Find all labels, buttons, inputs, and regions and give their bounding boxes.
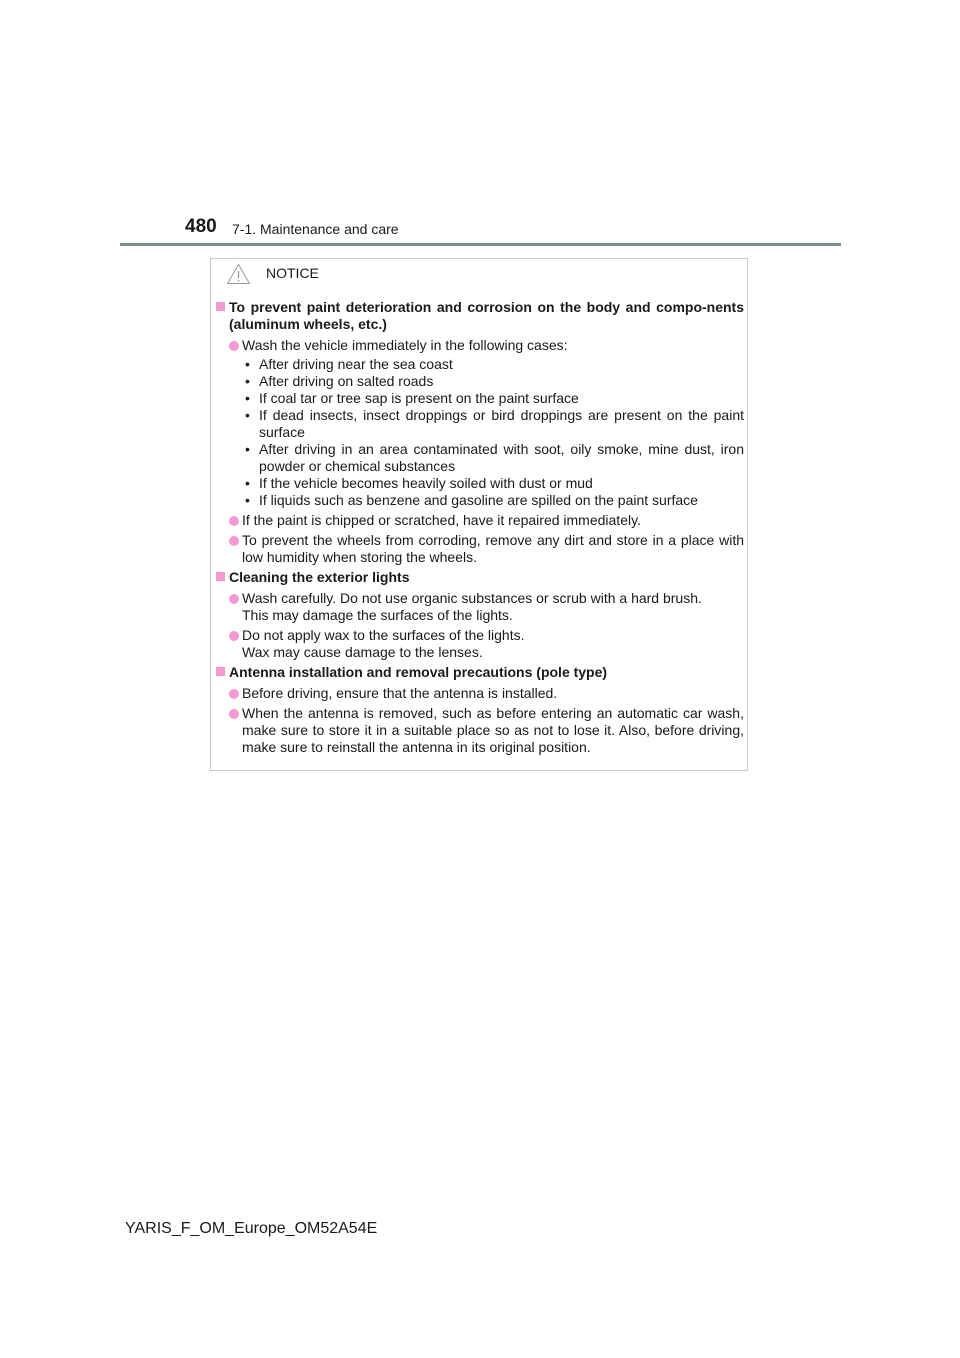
notice-box — [210, 258, 748, 771]
warning-triangle-icon — [226, 263, 251, 285]
section-heading-paint-protection — [216, 299, 744, 333]
heading-text: Cleaning the exterior lights — [229, 569, 410, 585]
dot-bullet: • — [245, 492, 250, 508]
sub-list-item: • If coal tar or tree sap is present on the paint surface — [245, 390, 579, 406]
page-number: 480 — [185, 216, 217, 237]
notice-content — [216, 299, 744, 759]
section-title: 7-1. Maintenance and care — [232, 221, 399, 237]
circle-bullet-icon — [229, 709, 239, 719]
list-item — [229, 512, 744, 529]
square-bullet-icon — [216, 572, 225, 581]
square-bullet-icon — [216, 302, 225, 311]
header-rule — [120, 243, 841, 246]
circle-bullet-icon — [229, 689, 239, 699]
dot-bullet: • — [245, 475, 250, 491]
dot-bullet: • — [245, 373, 250, 389]
sub-list-item: • After driving near the sea coast — [245, 356, 453, 372]
item-text-line: Wax may cause damage to the lenses. — [242, 644, 483, 660]
item-text: If the paint is chipped or scratched, have it repaired immediately. — [242, 512, 641, 528]
sub-list — [242, 356, 744, 509]
sub-list-item: • After driving on salted roads — [245, 373, 434, 389]
list-item — [229, 705, 744, 756]
heading-text: To prevent paint deterioration and corrosion on the body and compo-nents (aluminum wheels, etc.) — [229, 299, 744, 332]
item-text-line: Wash carefully. Do not use organic substances or scrub with a hard brush. — [242, 590, 702, 606]
section-heading-antenna — [216, 664, 744, 681]
item-text: To prevent the wheels from corroding, remove any dirt and store in a place with low humidity when storing the wheels. — [242, 532, 744, 565]
item-text: Wash the vehicle immediately in the following cases: — [242, 337, 568, 353]
circle-bullet-icon — [229, 631, 239, 641]
circle-bullet-icon — [229, 536, 239, 546]
dot-bullet: • — [245, 407, 250, 423]
footer-doc-id: YARIS_F_OM_Europe_OM52A54E — [125, 1220, 378, 1237]
item-text: When the antenna is removed, such as before entering an automatic car wash, make sure to store it in a suitable place so as not to lose it. Also, before driving, make sure to reinstall the antenna in its original position. — [242, 705, 744, 755]
circle-bullet-icon — [229, 594, 239, 604]
list-item — [229, 685, 744, 702]
item-text-line: This may damage the surfaces of the lights. — [242, 607, 513, 623]
item-text: Before driving, ensure that the antenna is installed. — [242, 685, 558, 701]
sub-list-item: • If dead insects, insect droppings or bird droppings are present on the paint surface — [245, 407, 744, 440]
heading-text: Antenna installation and removal precautions (pole type) — [229, 664, 608, 680]
circle-bullet-icon — [229, 341, 239, 351]
dot-bullet: • — [245, 356, 250, 372]
square-bullet-icon — [216, 667, 225, 676]
list-item — [229, 590, 744, 624]
item-text-line: Do not apply wax to the surfaces of the lights. — [242, 627, 525, 643]
sub-list-item: • If the vehicle becomes heavily soiled with dust or mud — [245, 475, 593, 491]
dot-bullet: • — [245, 441, 250, 457]
dot-bullet: • — [245, 390, 250, 406]
section-heading-exterior-lights — [216, 569, 744, 586]
list-item — [229, 627, 744, 661]
sub-list-item: • After driving in an area contaminated with soot, oily smoke, mine dust, iron powder or chemical substances — [245, 441, 744, 474]
list-item — [229, 532, 744, 566]
circle-bullet-icon — [229, 516, 239, 526]
notice-label: NOTICE — [266, 265, 319, 281]
sub-list-item: • If liquids such as benzene and gasoline are spilled on the paint surface — [245, 492, 698, 508]
list-item — [229, 337, 744, 509]
